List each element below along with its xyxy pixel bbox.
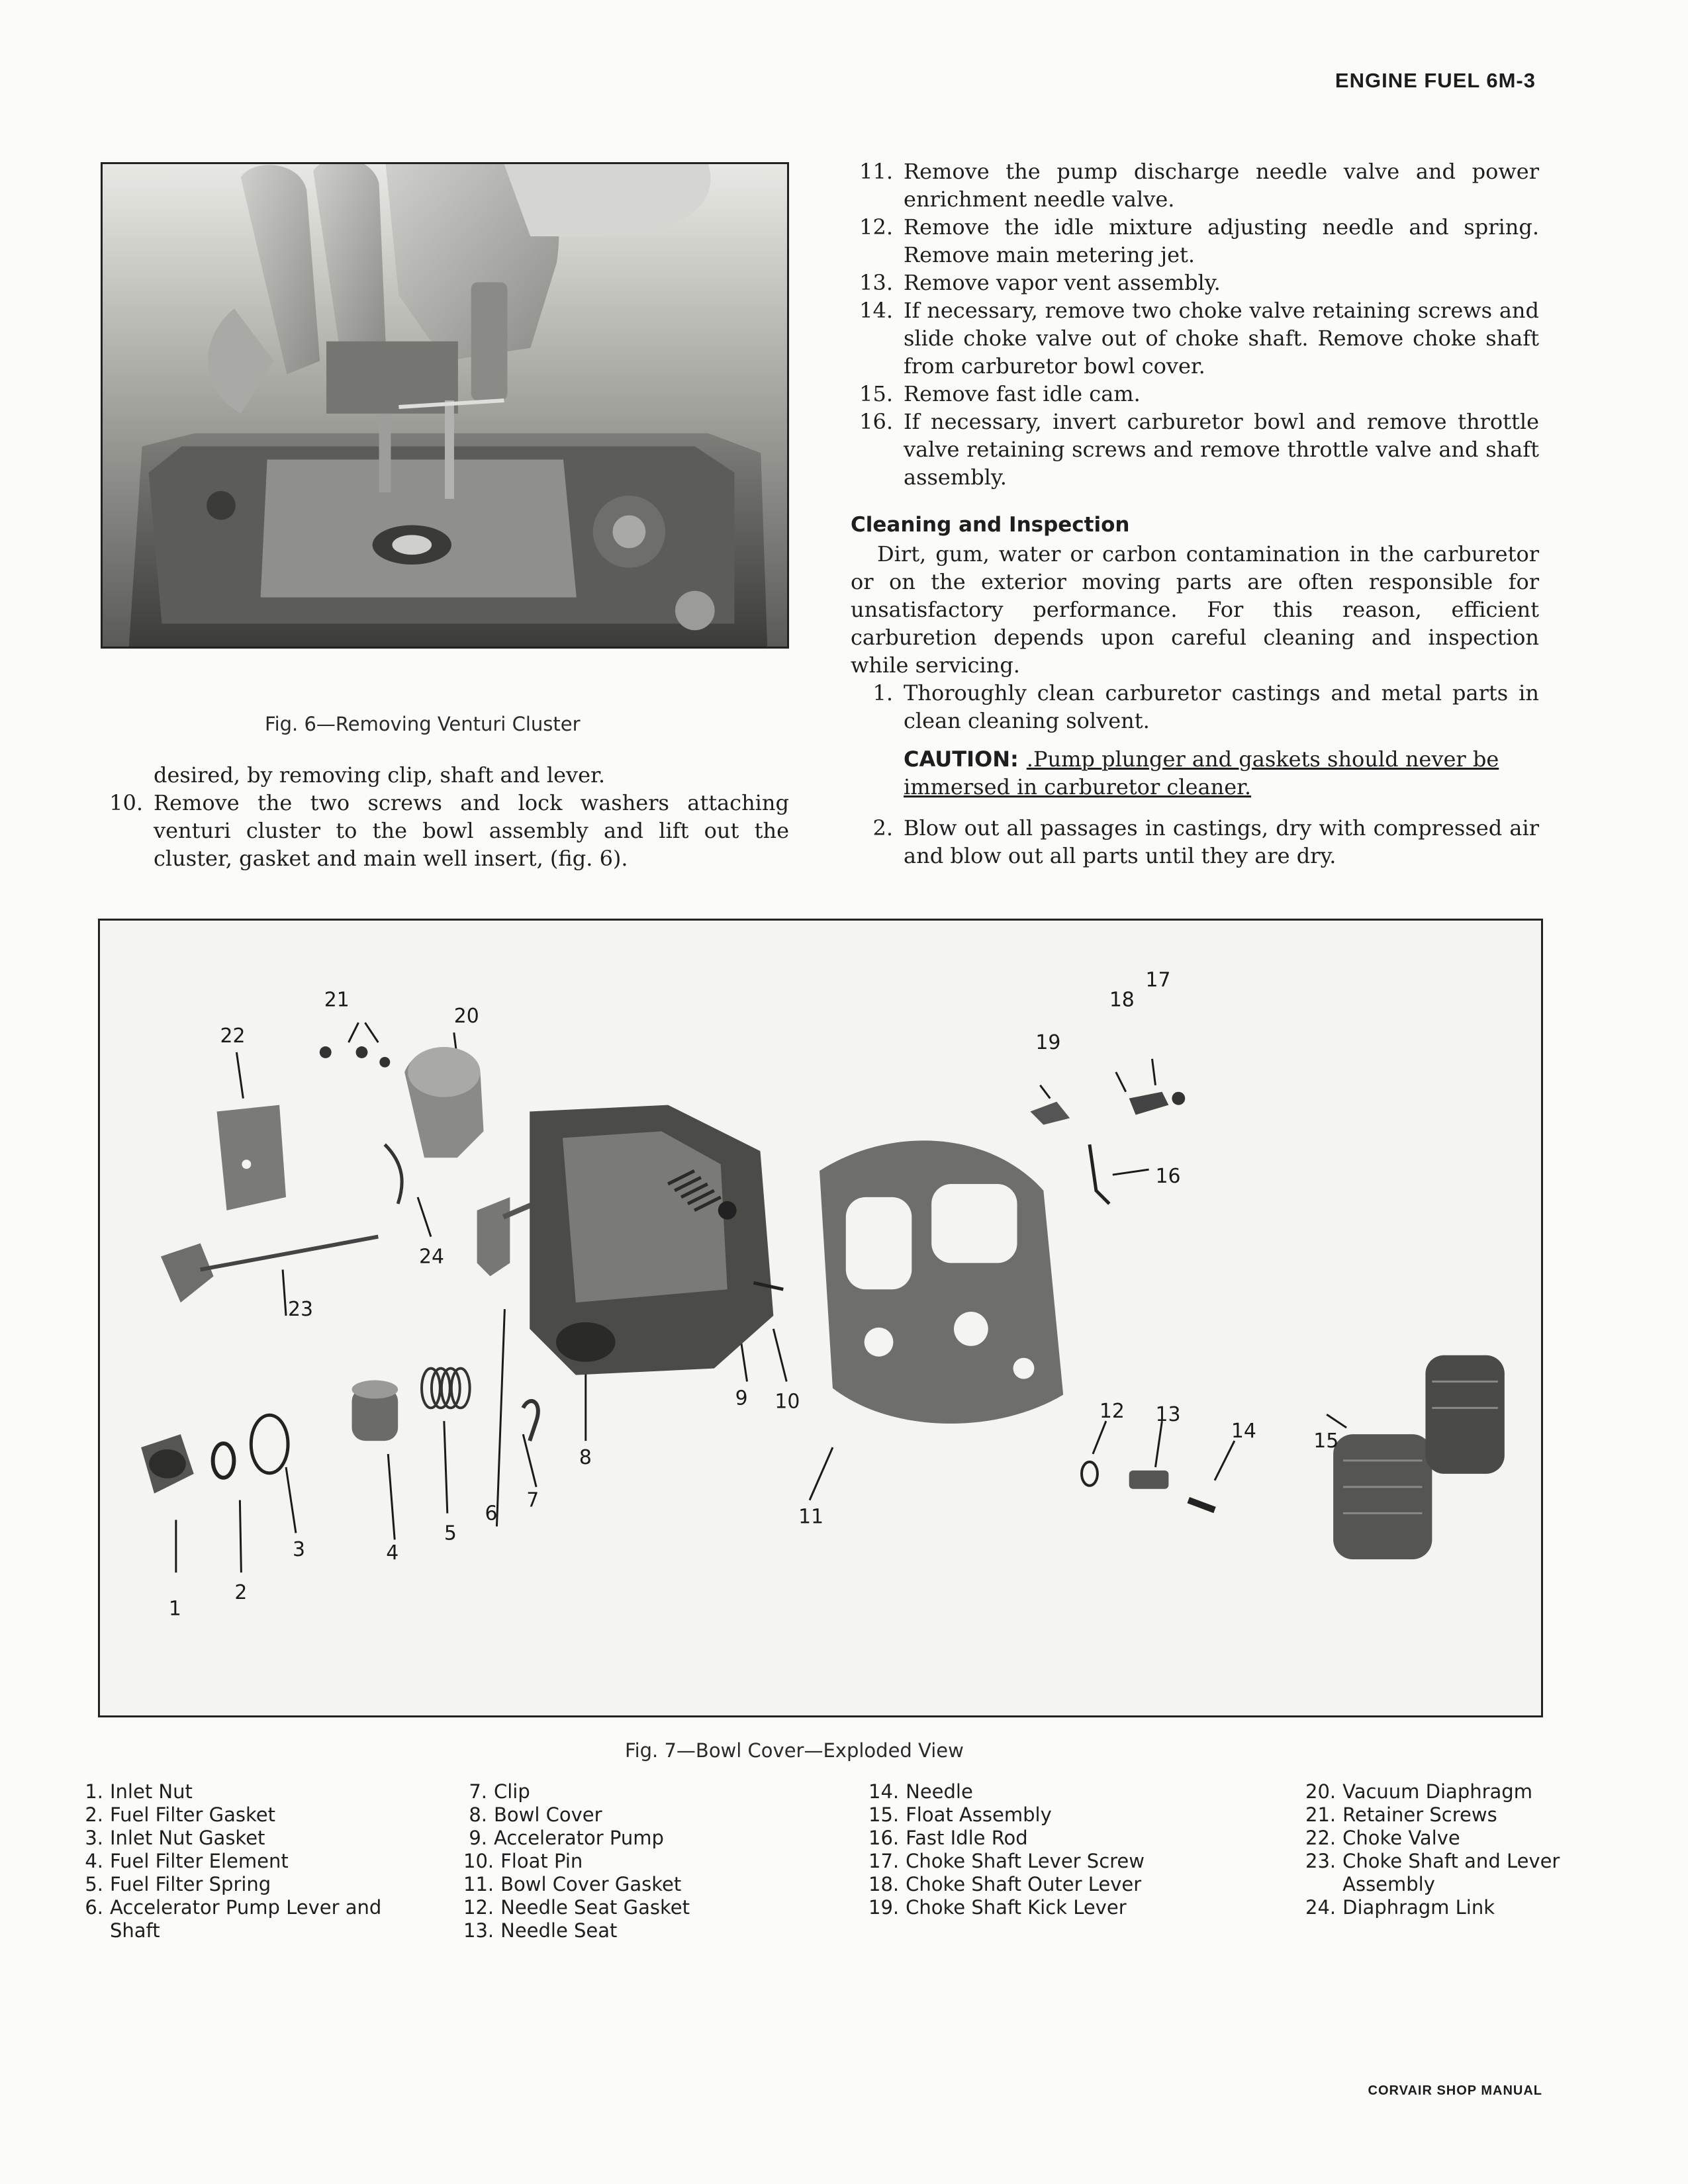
callout: 13 — [1155, 1403, 1181, 1427]
callout: 21 — [324, 988, 350, 1012]
callout: 3 — [292, 1538, 305, 1562]
legend-number: 20. — [1305, 1780, 1336, 1803]
legend-text: Choke Shaft Outer Lever — [906, 1873, 1142, 1895]
fig7-exploded-view — [98, 919, 1543, 1717]
list-item — [851, 158, 1539, 213]
section-heading: Cleaning and Inspection — [851, 513, 1130, 537]
item-number: 13. — [859, 270, 893, 295]
legend-number: 17. — [868, 1850, 900, 1872]
item-text: Remove the two screws and lock washers attaching venturi cluster to the bowl assembly and lift out the cluster, gasket and main well insert, (fig. 6). — [154, 790, 789, 871]
legend-number: 19. — [868, 1896, 900, 1919]
legend-text: Bowl Cover Gasket — [500, 1873, 682, 1895]
callout: 15 — [1313, 1430, 1339, 1453]
legend-text: Needle — [906, 1780, 973, 1803]
legend-number: 1. — [85, 1780, 103, 1803]
left-column — [101, 761, 789, 872]
callout: 10 — [774, 1390, 800, 1414]
legend-number: 15. — [868, 1803, 900, 1826]
legend-text: Float Assembly — [906, 1803, 1052, 1826]
item-text: If necessary, invert carburetor bowl and remove throttle valve retaining screws and remove throttle valve and shaft assembly. — [904, 409, 1539, 490]
legend-item — [868, 1896, 1226, 1919]
legend-text: Diaphragm Link — [1342, 1896, 1495, 1919]
callout: 19 — [1035, 1031, 1061, 1055]
list-item — [851, 679, 1539, 735]
item-number: 15. — [859, 381, 893, 406]
callout: 18 — [1109, 988, 1135, 1012]
legend-item — [463, 1827, 808, 1850]
legend-text: Fast Idle Rod — [906, 1827, 1028, 1849]
legend-item — [868, 1850, 1226, 1873]
item-text: Blow out all passages in castings, dry with compressed air and blow out all parts until they are dry. — [904, 815, 1539, 868]
legend-text: Fuel Filter Spring — [110, 1873, 271, 1895]
caution-note — [851, 745, 1539, 801]
legend-number: 2. — [85, 1803, 103, 1826]
item-number: 14. — [859, 298, 893, 323]
item-text: If necessary, remove two choke valve retaining screws and slide choke valve out of choke shaft. Remove choke shaft from carburetor bowl cover. — [904, 298, 1539, 379]
legend-item — [79, 1827, 424, 1850]
item-number: 1. — [872, 680, 893, 705]
list-item — [101, 789, 789, 872]
legend-number: 5. — [85, 1873, 103, 1895]
item-text: Remove the pump discharge needle valve and power enrichment needle valve. — [904, 159, 1539, 212]
list-item — [851, 296, 1539, 380]
legend-item — [463, 1850, 808, 1873]
legend-number: 14. — [868, 1780, 900, 1803]
legend-text: Clip — [494, 1780, 530, 1803]
callout: 1 — [168, 1597, 181, 1621]
fig6-photo — [101, 162, 789, 649]
item-number: 11. — [859, 159, 893, 184]
legend-item — [79, 1873, 424, 1896]
legend-column-3 — [868, 1780, 1226, 1919]
callout: 12 — [1099, 1400, 1125, 1424]
part-drawings — [141, 1046, 1505, 1562]
exploded-view-drawing — [100, 921, 1541, 1715]
legend-item — [1305, 1896, 1623, 1919]
legend-number: 4. — [85, 1850, 103, 1872]
continuation-text: desired, by removing clip, shaft and lever. — [154, 762, 605, 788]
legend-text: Accelerator Pump — [494, 1827, 664, 1849]
page-header: ENGINE FUEL 6M-3 — [1335, 69, 1536, 92]
callout: 2 — [234, 1580, 248, 1604]
legend-number: 8. — [469, 1803, 487, 1826]
legend-item — [1305, 1780, 1623, 1803]
item-text: Remove vapor vent assembly. — [904, 270, 1221, 295]
legend-item — [79, 1803, 424, 1827]
legend-column-1 — [79, 1780, 424, 1942]
legend-item — [868, 1827, 1226, 1850]
legend-text: Needle Seat — [500, 1919, 618, 1942]
list-item — [851, 814, 1539, 870]
legend-number: 13. — [463, 1919, 494, 1942]
venturi-removal-photo — [103, 164, 787, 647]
legend-number: 22. — [1305, 1827, 1336, 1849]
callout: 8 — [579, 1445, 592, 1469]
caution-label: CAUTION: — [904, 747, 1019, 772]
callout: 16 — [1155, 1165, 1181, 1189]
caution-text: .Pump plunger and gaskets should never be immersed in carburetor cleaner. — [904, 747, 1499, 799]
legend-item — [1305, 1827, 1623, 1850]
legend-item — [463, 1873, 808, 1896]
legend-number: 7. — [469, 1780, 487, 1803]
list-item — [851, 213, 1539, 269]
legend-text: Vacuum Diaphragm — [1342, 1780, 1532, 1803]
callout: 24 — [419, 1245, 445, 1269]
item-text: Remove fast idle cam. — [904, 381, 1141, 406]
fig7-caption: Fig. 7—Bowl Cover—Exploded View — [625, 1739, 964, 1762]
list-item — [851, 408, 1539, 491]
page-footer: CORVAIR SHOP MANUAL — [1368, 2083, 1542, 2098]
legend-text: Bowl Cover — [494, 1803, 602, 1826]
legend-text: Fuel Filter Element — [110, 1850, 289, 1872]
legend-number: 10. — [463, 1850, 494, 1872]
legend-number: 23. — [1305, 1850, 1336, 1872]
item-number: 2. — [872, 815, 893, 841]
list-item — [851, 269, 1539, 296]
legend-item — [79, 1896, 424, 1942]
callout: 7 — [526, 1488, 539, 1512]
right-column — [851, 158, 1539, 870]
legend-text: Fuel Filter Gasket — [110, 1803, 275, 1826]
fig6-caption: Fig. 6—Removing Venturi Cluster — [265, 713, 581, 735]
legend-number: 3. — [85, 1827, 103, 1849]
legend-item — [868, 1873, 1226, 1896]
legend-number: 9. — [469, 1827, 487, 1849]
legend-text: Choke Shaft Kick Lever — [906, 1896, 1127, 1919]
legend-number: 21. — [1305, 1803, 1336, 1826]
legend-item — [463, 1803, 808, 1827]
callout: 22 — [220, 1024, 246, 1048]
list-item — [851, 380, 1539, 408]
legend-column-2 — [463, 1780, 808, 1942]
legend-column-4 — [1305, 1780, 1623, 1919]
callout: 23 — [288, 1298, 314, 1322]
legend-item — [868, 1780, 1226, 1803]
callout: 4 — [386, 1541, 399, 1565]
callout: 14 — [1231, 1420, 1256, 1443]
section-paragraph: Dirt, gum, water or carbon contamination in the carburetor or on the exterior moving parts are often responsible for unsatisfactory performance. For this reason, efficient carburetion depends upon careful cleaning and inspection while servicing. — [851, 541, 1539, 678]
legend-text: Retainer Screws — [1342, 1803, 1497, 1826]
legend-number: 12. — [463, 1896, 494, 1919]
item-text: Remove the idle mixture adjusting needle and spring. Remove main metering jet. — [904, 214, 1539, 267]
legend-text: Choke Valve — [1342, 1827, 1460, 1849]
callout: 5 — [444, 1522, 457, 1545]
legend-text: Float Pin — [500, 1850, 583, 1872]
legend-item — [463, 1919, 808, 1942]
legend-item — [463, 1780, 808, 1803]
legend-text: Inlet Nut Gasket — [110, 1827, 265, 1849]
callout: 17 — [1145, 968, 1171, 992]
callout: 11 — [798, 1505, 824, 1529]
item-number: 12. — [859, 214, 893, 240]
legend-item — [1305, 1803, 1623, 1827]
item-text: Thoroughly clean carburetor castings and metal parts in clean cleaning solvent. — [904, 680, 1539, 733]
legend-item — [79, 1780, 424, 1803]
legend-item — [868, 1803, 1226, 1827]
callout: 9 — [735, 1387, 748, 1410]
item-number: 16. — [859, 409, 893, 434]
callout: 6 — [485, 1502, 498, 1525]
legend-number: 18. — [868, 1873, 900, 1895]
legend-text: Choke Shaft Lever Screw — [906, 1850, 1145, 1872]
legend-item — [463, 1896, 808, 1919]
callout: 20 — [453, 1005, 479, 1028]
legend-item — [1305, 1850, 1623, 1896]
legend-number: 6. — [85, 1896, 103, 1919]
legend-text: Choke Shaft and Lever Assembly — [1342, 1850, 1560, 1895]
legend-text: Inlet Nut — [110, 1780, 193, 1803]
legend-text: Accelerator Pump Lever and Shaft — [110, 1896, 382, 1942]
legend-number: 24. — [1305, 1896, 1336, 1919]
legend-number: 16. — [868, 1827, 900, 1849]
legend-text: Needle Seat Gasket — [500, 1896, 690, 1919]
item-number: 10. — [109, 790, 143, 815]
legend-number: 11. — [463, 1873, 494, 1895]
legend-item — [79, 1850, 424, 1873]
